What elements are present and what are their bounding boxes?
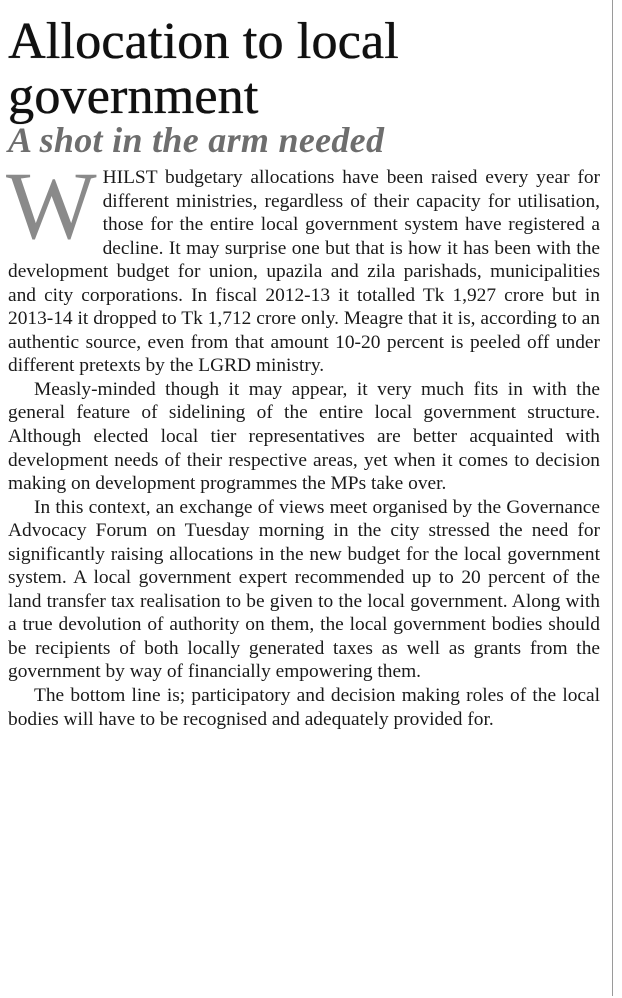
paragraph-2: Measly-minded though it may appear, it very much fits in with the general feature of sidelining of the entire local government structure. Although elected local tier representatives are better acquainted with development needs of their respective areas, yet when it comes to decision making on development programmes the MPs take over. (8, 378, 600, 495)
article-body (6, 152, 600, 731)
headline: Allocation to local government (8, 13, 399, 125)
subheadline: A shot in the arm needed (8, 120, 385, 160)
paragraph-1-text: HILST budgetary allocations have been raised every year for different ministries, regardless of their capacity for utilisation, those for the entire local government system have registered a decline. It may surprise one but that is how it has been with the development budget for union, upazila and zila parishads, municipalities and city corporations. In fiscal 2012-13 it totalled Tk 1,927 crore but in 2013-14 it dropped to Tk 1,712 crore only. Meagre that it is, according to an authentic source, even from that amount 10-20 percent is peeled off under different pretexts by the LGRD ministry. (8, 167, 600, 377)
paragraph-3: In this context, an exchange of views meet organised by the Governance Advocacy Forum on Tuesday morning in the city stressed the need for significantly raising allocations in the new budget for the local government system. A local government expert recommended up to 20 percent of the land transfer tax realisation to be given to the local government. Along with a true devolution of authority on them, the local government bodies should be recipients of both locally generated taxes as well as grants from the government by way of financially empowering them. (8, 496, 600, 683)
editorial-article (8, 14, 600, 731)
paragraph-1 (6, 152, 600, 378)
drop-cap: W (6, 152, 97, 259)
paragraph-4: The bottom line is; participatory and decision making roles of the local bodies will have to be recognised and adequately provided for. (8, 685, 600, 730)
